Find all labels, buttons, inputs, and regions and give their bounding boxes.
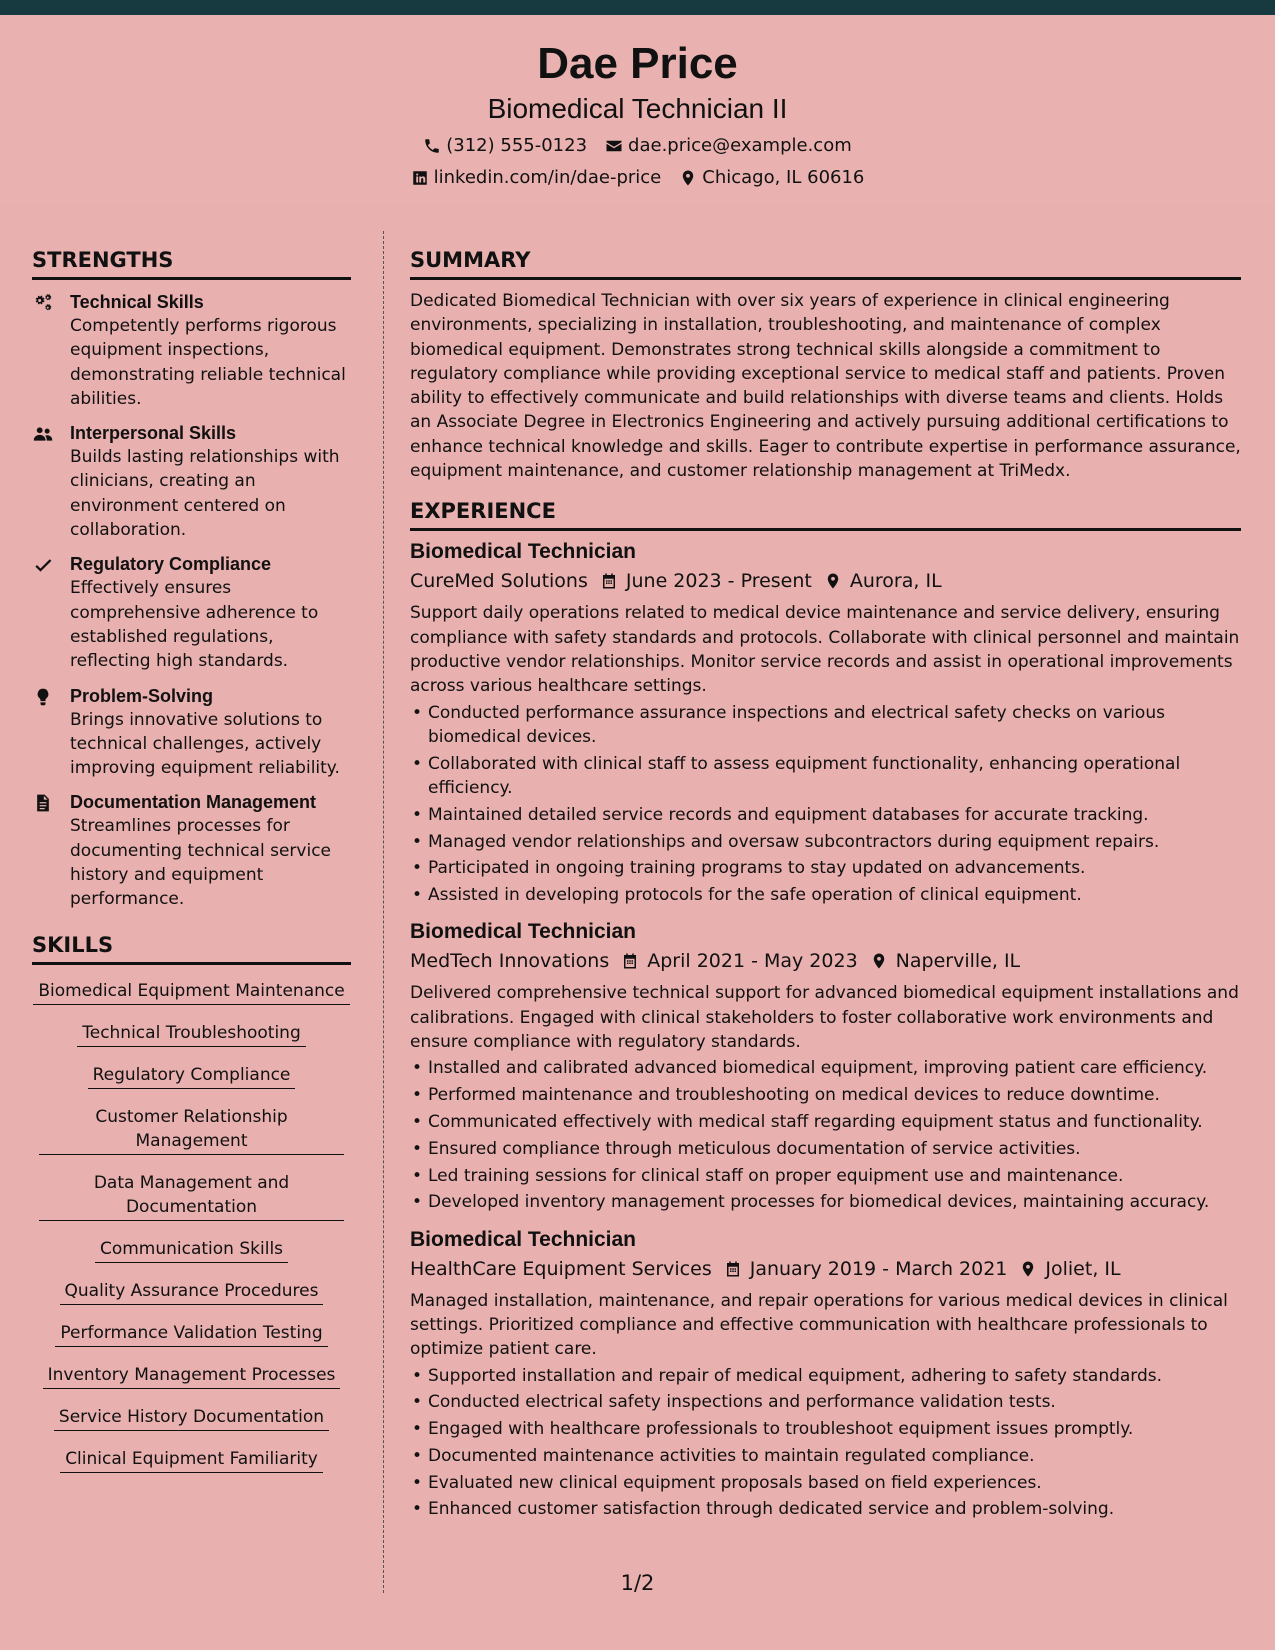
job-location-text: Naperville, IL	[895, 950, 1021, 973]
job-location-text: Joliet, IL	[1045, 1257, 1121, 1280]
skill-tag: Customer Relationship Management	[39, 1105, 344, 1155]
job-location	[870, 947, 1020, 975]
strength-item	[32, 790, 351, 911]
summary-text: Dedicated Biomedical Technician with over six years of experience in clinical engineering environments, specializing in installation, troubleshooting, and maintenance of complex biomedical equipment. Demonstrates strong technical skills alongside a commitment to regulatory compliance while providing exceptional service to medical staff and patients. Proven ability to effectively communicate and build relationships with diverse teams and clients. Holds an Associate Degree in Electronics Engineering and actively pursuing additional certifications to enhance technical knowledge and skills. Eager to contribute expertise in performance assurance, equipment maintenance, and customer relationship management at TriMedx.	[410, 291, 1241, 482]
map-pin-icon	[824, 571, 842, 591]
strength-desc: Brings innovative solutions to technical challenges, actively improving equipment reliability.	[70, 709, 340, 779]
job-bullet: • Led training sessions for clinical staff on proper equipment use and maintenance.	[410, 1164, 1241, 1188]
job-dates	[600, 567, 812, 595]
job-dates-text: January 2019 - March 2021	[749, 1257, 1008, 1280]
job-title: Biomedical Technician	[410, 540, 637, 564]
job-bullet: • Collaborated with clinical staff to assess equipment functionality, enhancing operational efficiency.	[410, 752, 1241, 801]
job-dates	[621, 947, 857, 975]
strength-title: Technical Skills	[70, 292, 204, 312]
job-dates-text: April 2021 - May 2023	[647, 950, 858, 973]
job-bullet: • Maintained detailed service records and equipment databases for accurate tracking.	[410, 803, 1241, 827]
job-bullets	[410, 1056, 1241, 1214]
job-bullet: • Conducted performance assurance inspections and electrical safety checks on various biomedical devices.	[410, 701, 1241, 750]
summary-heading: SUMMARY	[410, 245, 1241, 280]
job-location	[1019, 1255, 1120, 1283]
job-dates	[724, 1255, 1008, 1283]
job-company: HealthCare Equipment Services	[410, 1257, 712, 1280]
skills-heading: SKILLS	[32, 930, 351, 965]
contact-row-2	[0, 167, 1275, 189]
job-bullet: • Participated in ongoing training programs to stay updated on advancements.	[410, 856, 1241, 880]
candidate-title: Biomedical Technician II	[487, 93, 788, 124]
skill-tag: Clinical Equipment Familiarity	[60, 1447, 323, 1473]
right-column	[410, 245, 1241, 1534]
strength-desc: Competently performs rigorous equipment inspections, demonstrating reliable technical abilities.	[70, 316, 346, 409]
strength-item	[32, 421, 351, 542]
strength-title: Documentation Management	[70, 792, 317, 813]
strength-desc: Effectively ensures comprehensive adherence to established regulations, reflecting high standards.	[70, 578, 319, 672]
gears-icon	[32, 293, 54, 313]
job-bullet: • Developed inventory management processes for biomedical devices, maintaining accuracy.	[410, 1190, 1241, 1214]
job-bullet: • Documented maintenance activities to maintain regulated compliance.	[410, 1444, 1241, 1468]
job-meta	[410, 1255, 1241, 1283]
job-bullet: • Conducted electrical safety inspections and performance validation tests.	[410, 1390, 1241, 1414]
job-bullet: • Assisted in developing protocols for the safe operation of clinical equipment.	[410, 883, 1241, 907]
strength-item	[32, 290, 351, 411]
skill-tag: Service History Documentation	[54, 1405, 329, 1431]
job-bullet: • Enhanced customer satisfaction through dedicated service and problem-solving.	[410, 1497, 1241, 1521]
skill-tag: Quality Assurance Procedures	[60, 1279, 324, 1305]
job-dates-text: June 2023 - Present	[625, 570, 812, 593]
calendar-icon	[724, 1259, 742, 1279]
document-icon	[32, 793, 54, 813]
strength-desc: Streamlines processes for documenting technical service history and equipment performance.	[70, 816, 331, 910]
page-number: 1/2	[620, 1571, 655, 1595]
calendar-icon	[600, 571, 618, 591]
strength-title: Interpersonal Skills	[70, 423, 237, 444]
strength-title: Regulatory Compliance	[70, 554, 272, 575]
job-bullet: • Engaged with healthcare professionals to troubleshoot equipment issues promptly.	[410, 1417, 1241, 1441]
strength-item	[32, 552, 351, 673]
column-divider	[383, 231, 384, 1593]
lightbulb-icon	[32, 687, 54, 707]
job-bullet: • Managed vendor relationships and oversaw subcontractors during equipment repairs.	[410, 830, 1241, 854]
phone-contact[interactable]	[423, 135, 587, 157]
job-location-text: Aurora, IL	[849, 570, 942, 593]
linkedin-icon	[411, 169, 429, 187]
resume-header	[0, 15, 1275, 204]
map-pin-icon	[870, 951, 888, 971]
skill-tag: Technical Troubleshooting	[77, 1021, 306, 1047]
strength-desc: Builds lasting relationships with clinicians, creating an environment centered on collaboration.	[70, 447, 340, 541]
job-bullets	[410, 1364, 1241, 1522]
calendar-icon	[621, 951, 639, 971]
job-bullet: • Evaluated new clinical equipment proposals based on field experiences.	[410, 1471, 1241, 1495]
envelope-icon	[605, 137, 623, 155]
job-description: Managed installation, maintenance, and repair operations for various medical devices in clinical settings. Prioritized compliance and effective communication with healthcare professionals to optimize patient care.	[410, 1290, 1228, 1360]
email-text: dae.price@example.com	[628, 135, 852, 156]
skills-list	[32, 973, 351, 1483]
phone-icon	[423, 137, 441, 155]
job-title: Biomedical Technician	[410, 920, 637, 944]
skill-tag: Performance Validation Testing	[55, 1321, 327, 1347]
candidate-name: Dae Price	[537, 39, 738, 88]
map-pin-icon	[1019, 1259, 1037, 1279]
map-pin-icon	[679, 169, 697, 187]
skill-tag: Inventory Management Processes	[43, 1363, 341, 1389]
job-entry	[410, 1227, 1241, 1522]
skill-tag: Communication Skills	[95, 1237, 288, 1263]
left-column	[32, 245, 351, 1483]
linkedin-contact[interactable]	[411, 167, 662, 189]
job-bullet: • Installed and calibrated advanced biomedical equipment, improving patient care efficiency.	[410, 1056, 1241, 1080]
users-icon	[32, 424, 54, 444]
job-entry	[410, 539, 1241, 907]
strength-title: Problem-Solving	[70, 685, 214, 706]
strengths-heading: STRENGTHS	[32, 245, 351, 280]
job-company: CureMed Solutions	[410, 570, 588, 593]
strength-item	[32, 684, 351, 781]
phone-text: (312) 555-0123	[446, 135, 588, 156]
job-bullet: • Supported installation and repair of medical equipment, adhering to safety standards.	[410, 1364, 1241, 1388]
linkedin-text: linkedin.com/in/dae-price	[433, 167, 662, 188]
job-bullet: • Communicated effectively with medical staff regarding equipment status and functionality.	[410, 1110, 1241, 1134]
skill-tag: Data Management and Documentation	[39, 1171, 344, 1221]
job-location	[824, 567, 942, 595]
contact-row-1	[0, 135, 1275, 157]
email-contact[interactable]	[605, 135, 852, 157]
job-bullet: • Ensured compliance through meticulous documentation of service activities.	[410, 1137, 1241, 1161]
top-accent-bar	[0, 0, 1275, 15]
job-description: Support daily operations related to medical device maintenance and service delivery, ensuring compliance with safety standards and protocols. Collaborate with clinical personnel and maintain productive vendor relationships. Monitor service records and assist in operational improvements across various healthcare settings.	[410, 603, 1240, 697]
job-bullets	[410, 701, 1241, 908]
location-contact	[679, 167, 864, 189]
job-entry	[410, 919, 1241, 1214]
location-text: Chicago, IL 60616	[702, 167, 865, 188]
skill-tag: Biomedical Equipment Maintenance	[33, 979, 349, 1005]
check-icon	[32, 555, 54, 575]
job-meta	[410, 947, 1241, 975]
job-description: Delivered comprehensive technical support for advanced biomedical equipment installations and calibrations. Engaged with clinical stakeholders to foster collaborative work environments and ensure compliance with regulatory standards.	[410, 983, 1239, 1053]
job-title: Biomedical Technician	[410, 1227, 637, 1251]
job-bullet: • Performed maintenance and troubleshooting on medical devices to reduce downtime.	[410, 1083, 1241, 1107]
experience-heading: EXPERIENCE	[410, 496, 1241, 531]
skill-tag: Regulatory Compliance	[88, 1063, 296, 1089]
job-meta	[410, 567, 1241, 595]
job-company: MedTech Innovations	[410, 950, 610, 973]
